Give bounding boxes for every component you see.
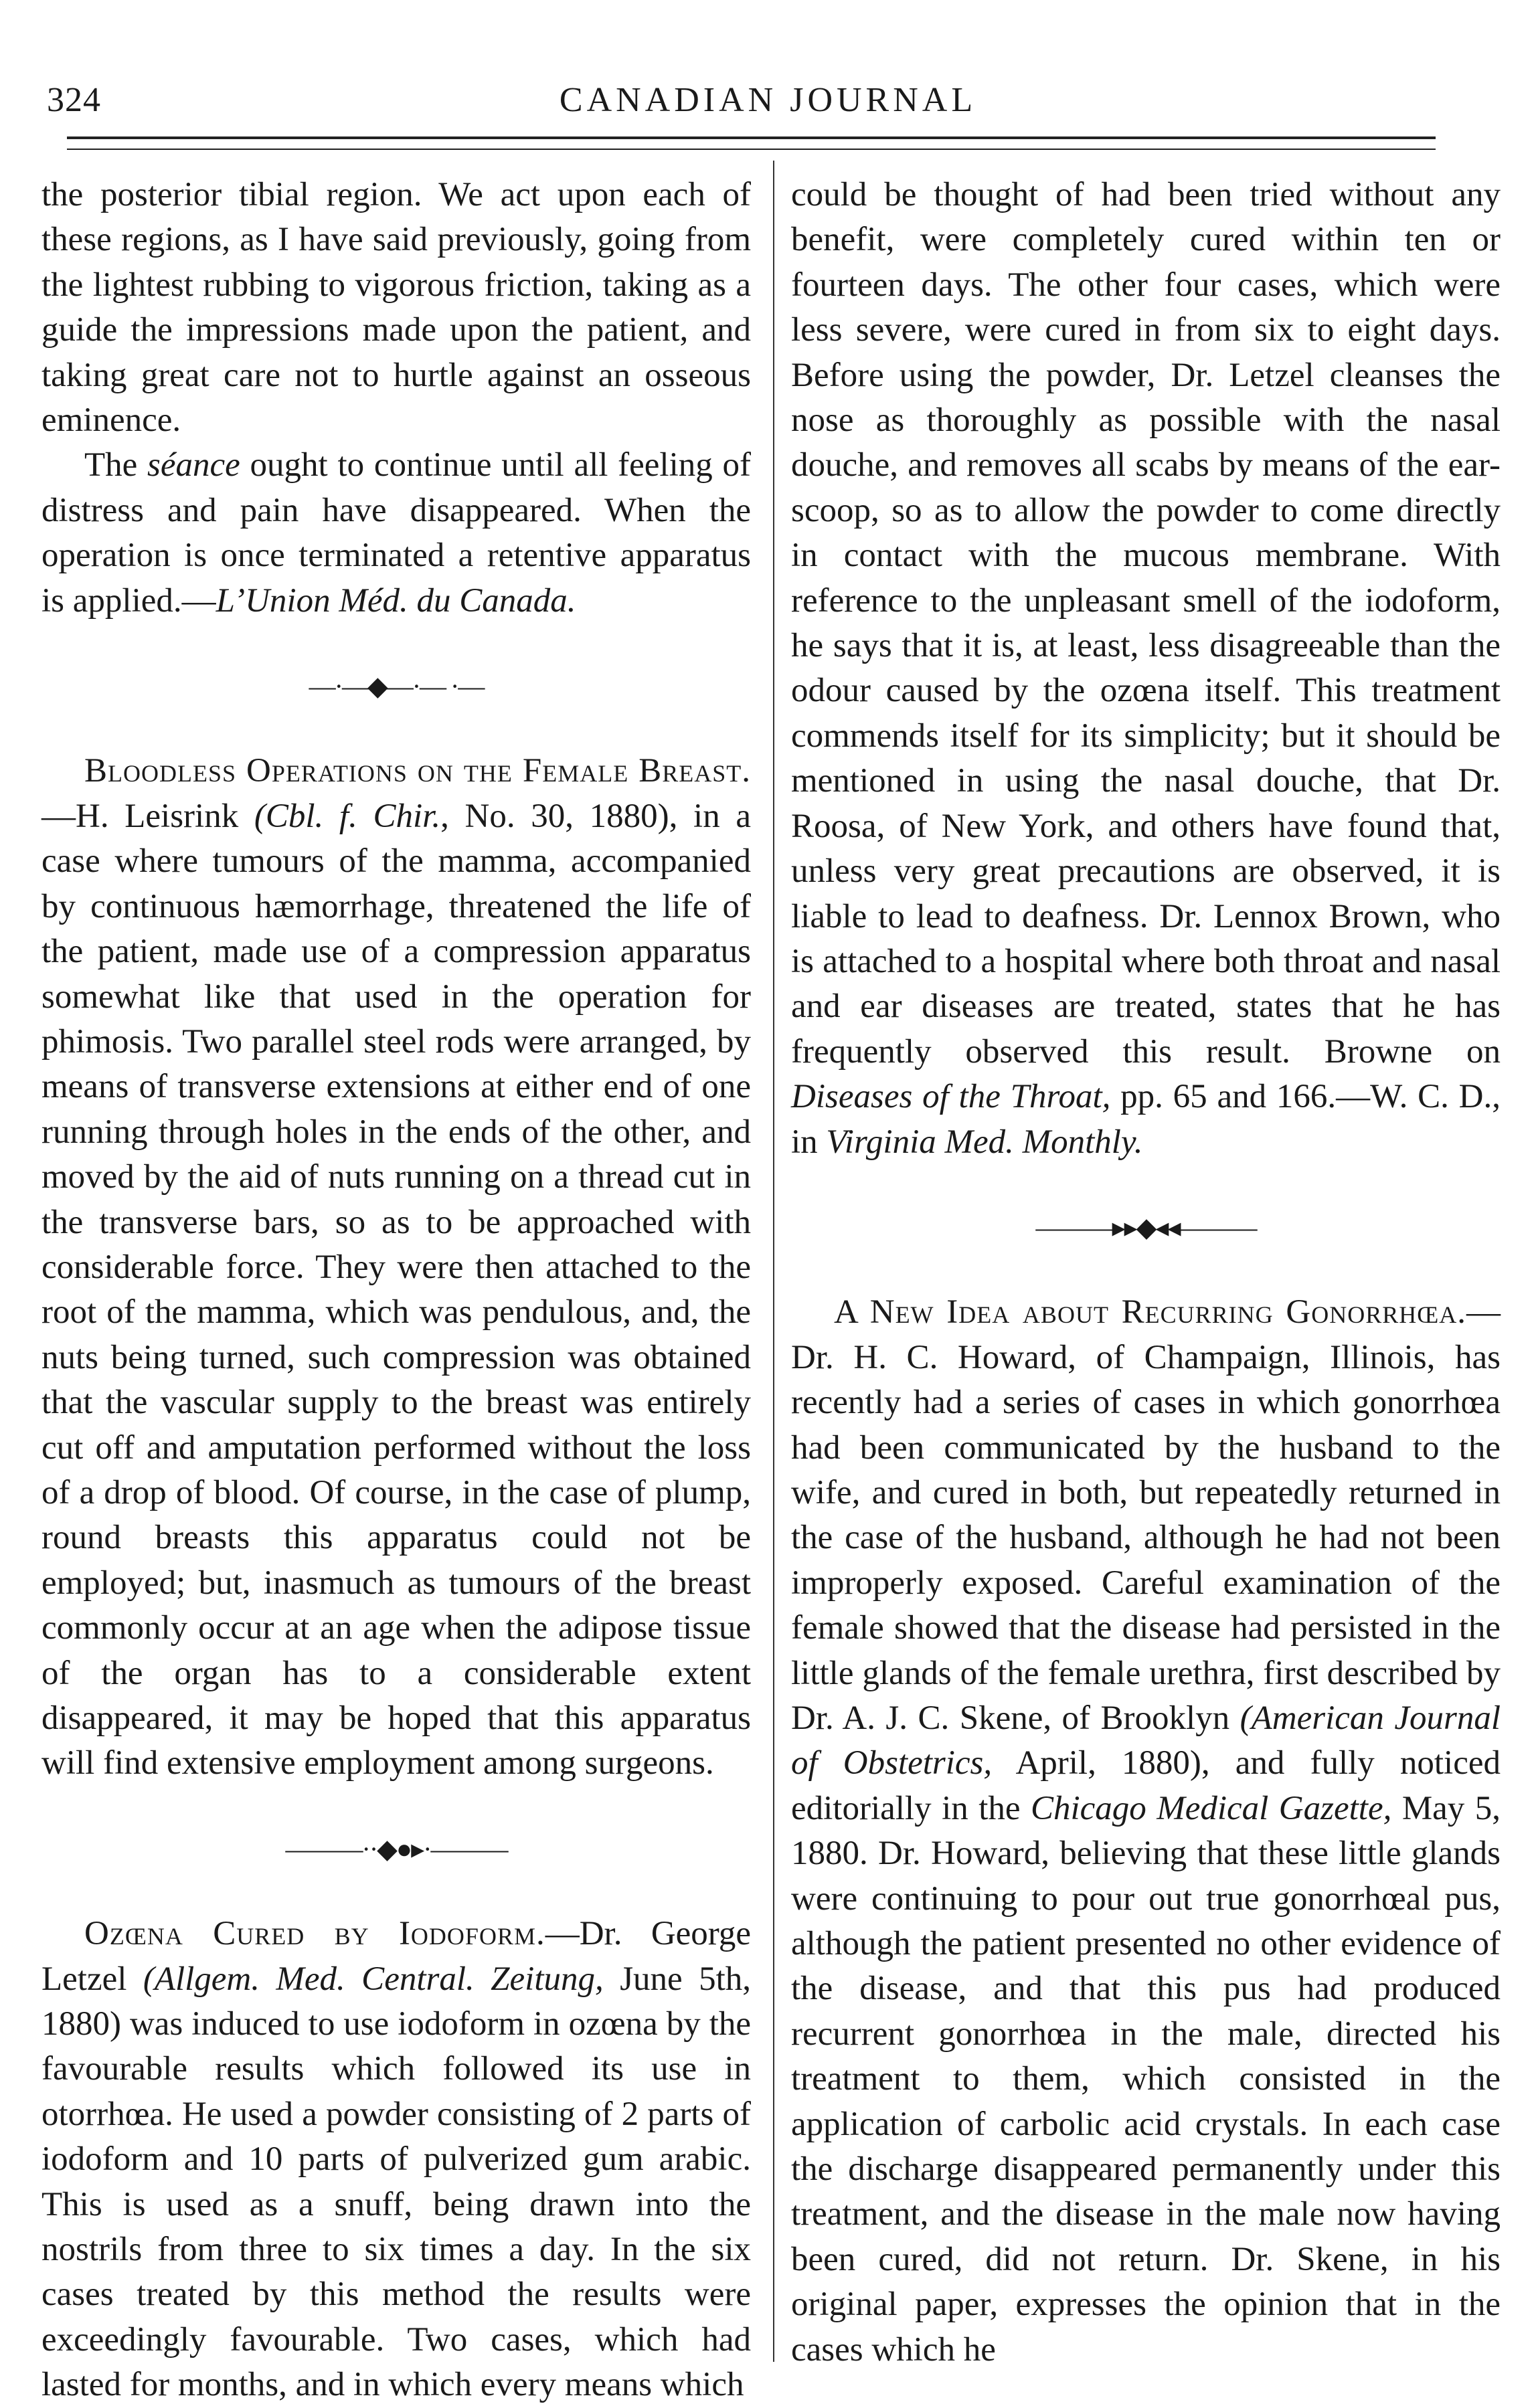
source-citation: L’Union Méd. du Canada. bbox=[216, 581, 576, 620]
paragraph-massage-continued: the posterior tibial region. We act upon each of these regions, as I have said previously, going from the lightest rubbing to vigorous friction, taking as a guide the impressions made upon the patient, and taking great care not to hurtle against an osseous eminence. bbox=[41, 176, 751, 440]
article-heading: A New Idea about Recurring Gonorrhœa. bbox=[834, 1293, 1466, 1331]
section-ornament: ———▸▸◆◂◂——— bbox=[1035, 1212, 1256, 1242]
running-title: CANADIAN JOURNAL bbox=[559, 81, 977, 119]
article-heading: Ozœna Cured by Iodoform. bbox=[84, 1915, 545, 1953]
article-heading: Bloodless Operations on the Female Breast. bbox=[84, 752, 751, 790]
header-rule-thick bbox=[67, 136, 1436, 139]
page-header bbox=[47, 80, 1489, 134]
header-rule-thin bbox=[67, 149, 1436, 150]
page-number: 324 bbox=[47, 81, 101, 119]
article-ozoena-iodoform: Ozœna Cured by Iodoform.—Dr. George Letzel (Allgem. Med. Central. Zeitung, June 5th, 1880) was induced to use iodoform in ozœna by the favourable results which followed its use in otorrhœa. He used a powder consisting of 2 parts of iodoform and 10 parts of pulverized gum arabic. This is used as a snuff, being drawn into the nostrils from three to six times a day. In the six cases treated by this method the results were exceedingly favourable. Two cases, which had lasted for months, and in which every means which bbox=[41, 1915, 751, 2404]
section-ornament: —·—◆—·— ·— bbox=[309, 671, 484, 702]
column-divider bbox=[773, 161, 774, 2362]
article-recurring-gonorrhoea: A New Idea about Recurring Gonorrhœa.—Dr. H. C. Howard, of Champaign, Illinois, has recently had a series of cases in which gonorrhœa had been communicated by the husband to the wife, and cured in both, but repeatedly returned in the case of the husband, although he had not been improperly exposed. Careful examination of the female showed that the disease had persisted in the little glands of the female urethra, first described by Dr. A. J. C. Skene, of Brooklyn (American Journal of Obstetrics, April, 1880), and fully noticed editorially in the Chicago Medical Gazette, May 5, 1880. Dr. Howard, believing that these little glands were continuing to pour out true gonorrhœal pus, although the patient presented no other evidence of the disease, and that this pus had produced recurrent gonorrhœa in the male, directed his treatment to them, which consisted in the application of carbolic acid crystals. In each case the discharge disappeared permanently under this treatment, and the disease in the male now having been cured, did not return. Dr. Skene, in his original paper, expresses the opinion that in the cases which he bbox=[791, 1293, 1501, 2369]
paragraph-seance: The séance ought to continue until all feeling of distress and pain have disappeared. When the operation is once terminated a retentive apparatus is applied.—L’Union Méd. du Canada. bbox=[41, 446, 751, 620]
article-bloodless-operations: Bloodless Operations on the Female Breast.—H. Leisrink (Cbl. f. Chir., No. 30, 1880), in a case where tumours of the mamma, accompanied by continuous hæmorrhage, threatened the life of the patient, made use of a compression apparatus somewhat like that used in the operation for phimosis. Two parallel steel rods were arranged, by means of transverse extensions at either end of one running through holes in the ends of the other, and moved by the aid of nuts running on a thread cut in the transverse bars, so as to be approached with considerable force. They were then attached to the root of the mamma, which was pendulous, and, the nuts being turned, such compression was obtained that the vascular supply to the breast was entirely cut off and amputation performed without the loss of a drop of blood. Of course, in the case of plump, round breasts this apparatus could not be employed; but, inasmuch as tumours of the breast commonly occur at an age when the adipose tissue of the organ has to a considerable extent disappeared, it may be hoped that this apparatus will find extensive employment among surgeons. bbox=[41, 752, 751, 1782]
paragraph-ozoena-continued: could be thought of had been tried without any benefit, were completely cured within ten or fourteen days. The other four cases, which were less severe, were cured in from six to eight days. Before using the powder, Dr. Letzel cleanses the nose as thoroughly as possible with the nasal douche, and removes all scabs by means of the ear-scoop, so as to allow the powder to come directly in contact with the mucous membrane. With reference to the unpleasant smell of the iodoform, he says that it is, at least, less disagreeable than the odour caused by the ozœna itself. This treatment commends itself for its simplicity; but it should be mentioned in using the nasal douche, that Dr. Roosa, of New York, and others have found that, unless very great precautions are observed, it is liable to lead to deafness. Dr. Lennox Brown, who is attached to a hospital where both throat and nasal and ear diseases are treated, states that he has frequently observed this result. Browne on Diseases of the Throat, pp. 65 and 166.—W. C. D., in Virginia Med. Monthly. bbox=[791, 176, 1501, 1161]
left-column bbox=[41, 173, 751, 2408]
right-column bbox=[791, 173, 1501, 2373]
section-ornament: ———··◆●▸·——— bbox=[285, 1833, 507, 1864]
